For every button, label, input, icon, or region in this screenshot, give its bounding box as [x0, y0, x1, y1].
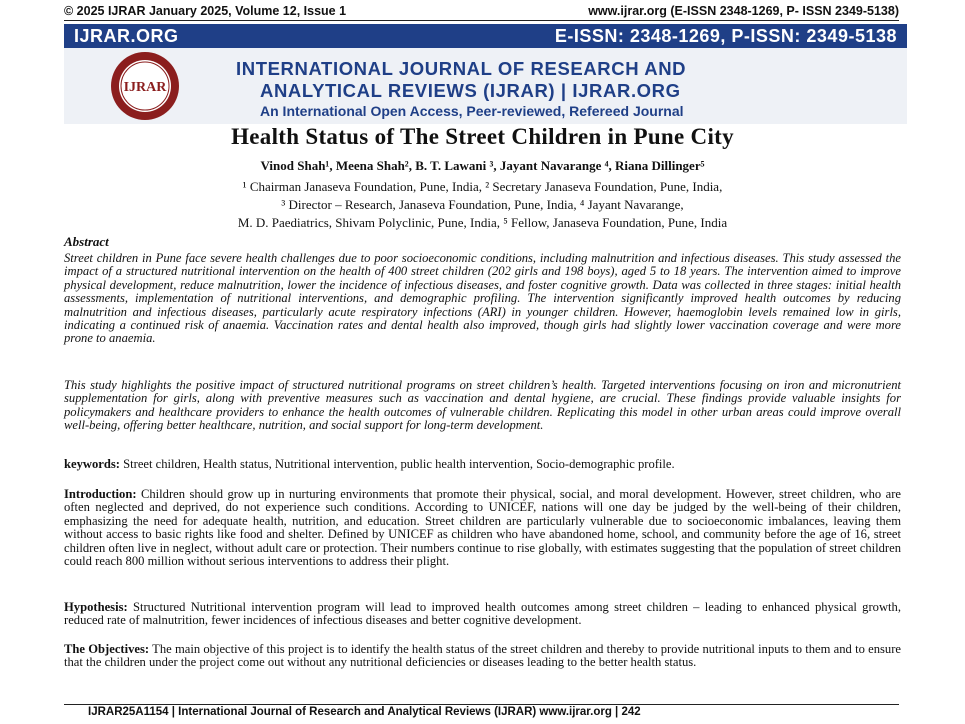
objectives-section [64, 643, 901, 670]
affiliation-line: ³ Director – Research, Janaseva Foundation, Pune, India, ⁴ Jayant Navarange, [281, 197, 684, 212]
banner-body [64, 48, 907, 124]
author-list: Vinod Shah¹, Meena Shah², B. T. Lawani ³, Jayant Navarange ⁴, Riana Dillinger⁵ [260, 158, 705, 173]
banner-strip [64, 24, 907, 48]
footer-divider [64, 704, 899, 705]
banner-site-name: IJRAR.ORG [74, 26, 179, 46]
objectives-label: The Objectives: [64, 642, 150, 656]
keywords-section [64, 458, 901, 471]
affiliation-line: ¹ Chairman Janaseva Foundation, Pune, India, ² Secretary Janaseva Foundation, Pune, India, [242, 179, 723, 194]
paper-title: Health Status of The Street Children in Pune City [231, 124, 734, 149]
page-footer: IJRAR25A1154 | International Journal of Research and Analytical Reviews (IJRAR) www.ijrar.org | 242 [88, 706, 641, 718]
header-divider [64, 20, 899, 21]
abstract-paragraph: This study highlights the positive impact of structured nutritional programs on street children’s health. Targeted interventions focusing on iron and micronutrient supplementation for girls, along with preventive measures such as vaccination and dental hygiene, are crucial. These findings provide valuable insights for policymakers and healthcare providers to enhance the health outcomes of vulnerable children. Replicating this model in other urban areas could improve overall well-being, offering better healthcare, nutrition, and social support for long-term development. [64, 378, 901, 433]
affiliation-line: M. D. Paediatrics, Shivam Polyclinic, Pune, India, ⁵ Fellow, Janaseva Foundation, Pune, India [237, 215, 728, 230]
hypothesis-label: Hypothesis: [64, 600, 128, 614]
hypothesis-text: Structured Nutritional intervention program will lead to improved health outcomes among street children – leading to enhanced physical growth, reduced rate of malnutrition, fewer incidences of infectious diseases and better cognitive development. [64, 600, 902, 628]
abstract-heading: Abstract [64, 234, 109, 249]
journal-banner [64, 24, 907, 124]
journal-name-line2: ANALYTICAL REVIEWS (IJRAR) | IJRAR.ORG [260, 80, 681, 101]
keywords-label: keywords: [64, 457, 120, 471]
introduction-label: Introduction: [64, 487, 137, 501]
banner-issn: E-ISSN: 2348-1269, P-ISSN: 2349-5138 [554, 26, 897, 46]
introduction-text: Children should grow up in nurturing environments that promote their physical, social, and moral development. However, street children, who are often neglected and deprived, do not experience such conditions. According to UNICEF, nations will one day be judged by the well-being of their children, emphasizing the need for adequate health, nutrition, and education. Street children are particularly vulnerable due to socioeconomic imbalances, leaving them without access to basic rights like food and shelter. Defined by UNICEF as children who have abandoned home, school, and community before the age of 16, street children often live in neglect, without adult care or protection. Their numbers continue to rise globally, with estimates suggesting that the population of street children could reach 800 million without serious interventions to address their plight. [64, 487, 902, 569]
introduction-section [64, 488, 901, 568]
objectives-text: The main objective of this project is to identify the health status of the street children and thereby to provide nutritional inputs to them and to ensure that the children under the project come out without any nutritional deficiencies or diseases leading to the better health status. [64, 642, 902, 670]
journal-issue-info: © 2025 IJRAR January 2025, Volume 12, Issue 1 [64, 4, 347, 18]
journal-tagline: An International Open Access, Peer-reviewed, Refereed Journal [260, 103, 684, 119]
journal-name-line1: INTERNATIONAL JOURNAL OF RESEARCH AND [236, 58, 687, 79]
journal-website-issn: www.ijrar.org (E-ISSN 2348-1269, P- ISSN 2349-5138) [588, 4, 899, 18]
logo-text: IJRAR [123, 80, 167, 95]
ijrar-seal-logo [100, 50, 190, 122]
keywords-text: Street children, Health status, Nutritional intervention, public health intervention, Socio-demographic profile. [123, 457, 675, 471]
abstract-paragraph: Street children in Pune face severe health challenges due to poor socioeconomic conditions, including malnutrition and infectious diseases. This study assessed the impact of a structured nutritional intervention on the health of 400 street children (202 girls and 198 boys), aged 5 to 18 years. The intervention aimed to improve physical development, reduce malnutrition, lower the incidence of infectious diseases, and foster cognitive growth. Data was collected in three stages: initial health assessments, implementation of nutritional interventions, and demographic profiling. The intervention significantly improved health outcomes by reducing malnutrition and infectious diseases, particularly acute respiratory infections (ARI) in younger children. However, haemoglobin levels remained low in girls, indicating a continued risk of anaemia. Vaccination rates and dental health also improved, though girls had slightly lower vaccination coverage and were more prone to anaemia. [64, 251, 901, 346]
hypothesis-section [64, 601, 901, 628]
